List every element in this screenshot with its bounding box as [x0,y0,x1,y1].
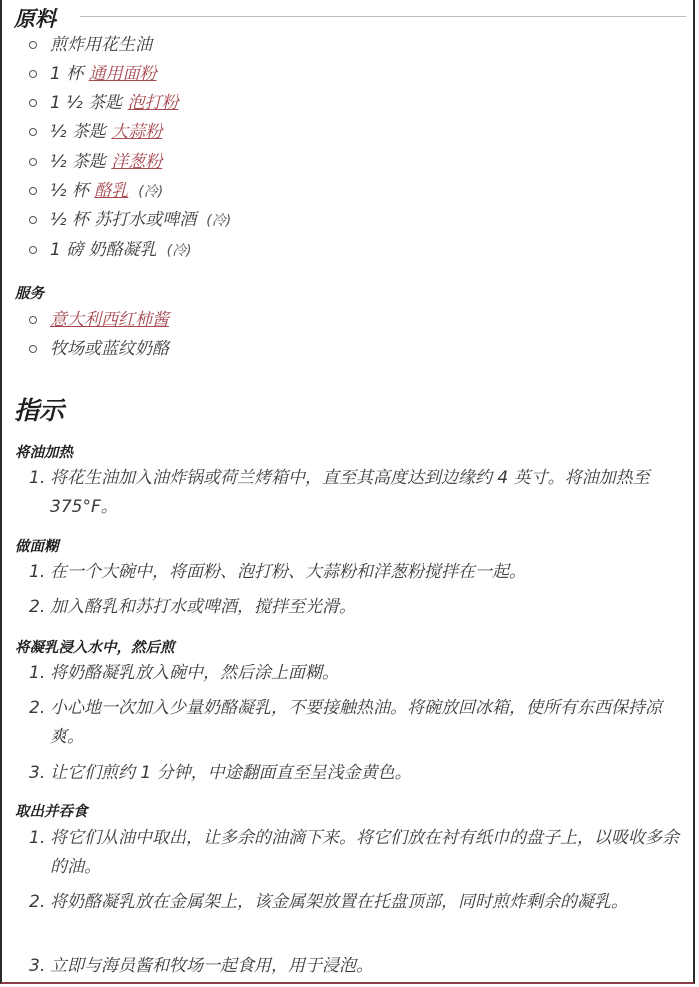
step-group-heading: 将凝乳浸入水中，然后煎 [15,640,175,656]
header-divider [80,16,686,17]
step-text: 让它们煎约 1 分钟，中途翻面直至呈浅金黄色。 [50,763,412,783]
bullet-icon [29,41,37,49]
bullet-icon [29,216,37,224]
ingredient-link[interactable]: 酪乳 [94,181,129,201]
step-text: 将奶酪凝乳放入碗中，然后涂上面糊。 [50,663,339,683]
step-text: 将它们从油中取出，让多余的油滴下来。将它们放在衬有纸巾的盘子上，以吸收多余的油。 [50,828,679,877]
ingredient-item [2,177,682,206]
ingredient-note: (冷) [138,184,164,200]
bullet-icon [29,345,37,353]
ingredient-link[interactable]: 洋葱粉 [111,152,163,172]
ingredient-amount: 1 杯 [50,64,89,84]
step-item [2,694,692,752]
ingredient-link[interactable]: 大蒜粉 [111,122,163,142]
ingredients-title: 原料 [14,7,56,31]
step-number: 2. [29,892,46,912]
step-text: 在一个大碗中，将面粉、泡打粉、大蒜粉和洋葱粉搅拌在一起。 [50,562,526,582]
bullet-icon [29,187,37,195]
ingredients-header [14,3,686,29]
bullet-icon [29,158,37,166]
ingredient-note: (冷) [206,213,232,229]
ingredient-item [2,148,682,177]
serve-heading: 服务 [15,286,44,302]
step-item [2,464,692,522]
ingredient-amount: ½ 茶匙 [50,122,112,142]
ingredient-item [2,206,682,235]
ingredient-item [2,60,682,89]
ingredient-link[interactable]: 通用面粉 [88,64,157,84]
ingredient-amount: 1 ½ 茶匙 [50,93,128,113]
step-text: 将花生油加入油炸锅或荷兰烤箱中，直至其高度达到边缘约 4 英寸。将油加热至 375°F。 [50,468,650,517]
step-group-heading: 做面糊 [15,539,59,555]
ingredient-link[interactable]: 泡打粉 [127,93,179,113]
ingredient-note: (冷) [166,243,192,259]
step-text: 加入酪乳和苏打水或啤酒，搅拌至光滑。 [50,597,356,617]
instructions-title: 指示 [14,396,65,425]
bullet-icon [29,70,37,78]
serve-item [2,335,682,364]
step-group-heading: 取出并吞食 [15,804,88,820]
ingredient-text: 1 磅 奶酪凝乳 [50,240,157,260]
ingredient-item [2,31,682,60]
serve-item [2,306,682,335]
ingredient-item [2,89,682,118]
step-number: 1. [29,468,46,488]
bullet-icon [29,246,37,254]
step-group-heading: 将油加热 [15,445,73,461]
ingredient-item [2,118,682,147]
step-item [2,824,692,882]
ingredient-item [2,236,682,265]
step-text: 小心地一次加入少量奶酪凝乳，不要接触热油。将碗放回冰箱，使所有东西保持凉爽。 [50,698,662,747]
ingredient-amount: ½ 杯 [50,181,95,201]
step-number: 1. [29,828,46,848]
step-number: 2. [29,597,46,617]
step-number: 1. [29,663,46,683]
step-number: 2. [29,698,46,718]
step-text: 将奶酪凝乳放在金属架上，该金属架放置在托盘顶部，同时煎炸剩余的凝乳。 [50,892,628,912]
bullet-icon [29,128,37,136]
bullet-icon [29,316,37,324]
ingredient-amount: ½ 茶匙 [50,152,112,172]
serve-link[interactable]: 意大利西红柿酱 [50,310,169,330]
step-text: 立即与海员酱和牧场一起食用，用于浸泡。 [50,956,373,976]
step-number: 3. [29,763,46,783]
ingredient-text: 煎炸用花生油 [50,35,152,55]
step-number: 1. [29,562,46,582]
bullet-icon [29,99,37,107]
step-item [2,888,692,946]
ingredient-text: ½ 杯 苏打水或啤酒 [50,210,197,230]
step-number: 3. [29,956,46,976]
serve-text: 牧场或蓝纹奶酪 [50,339,169,359]
